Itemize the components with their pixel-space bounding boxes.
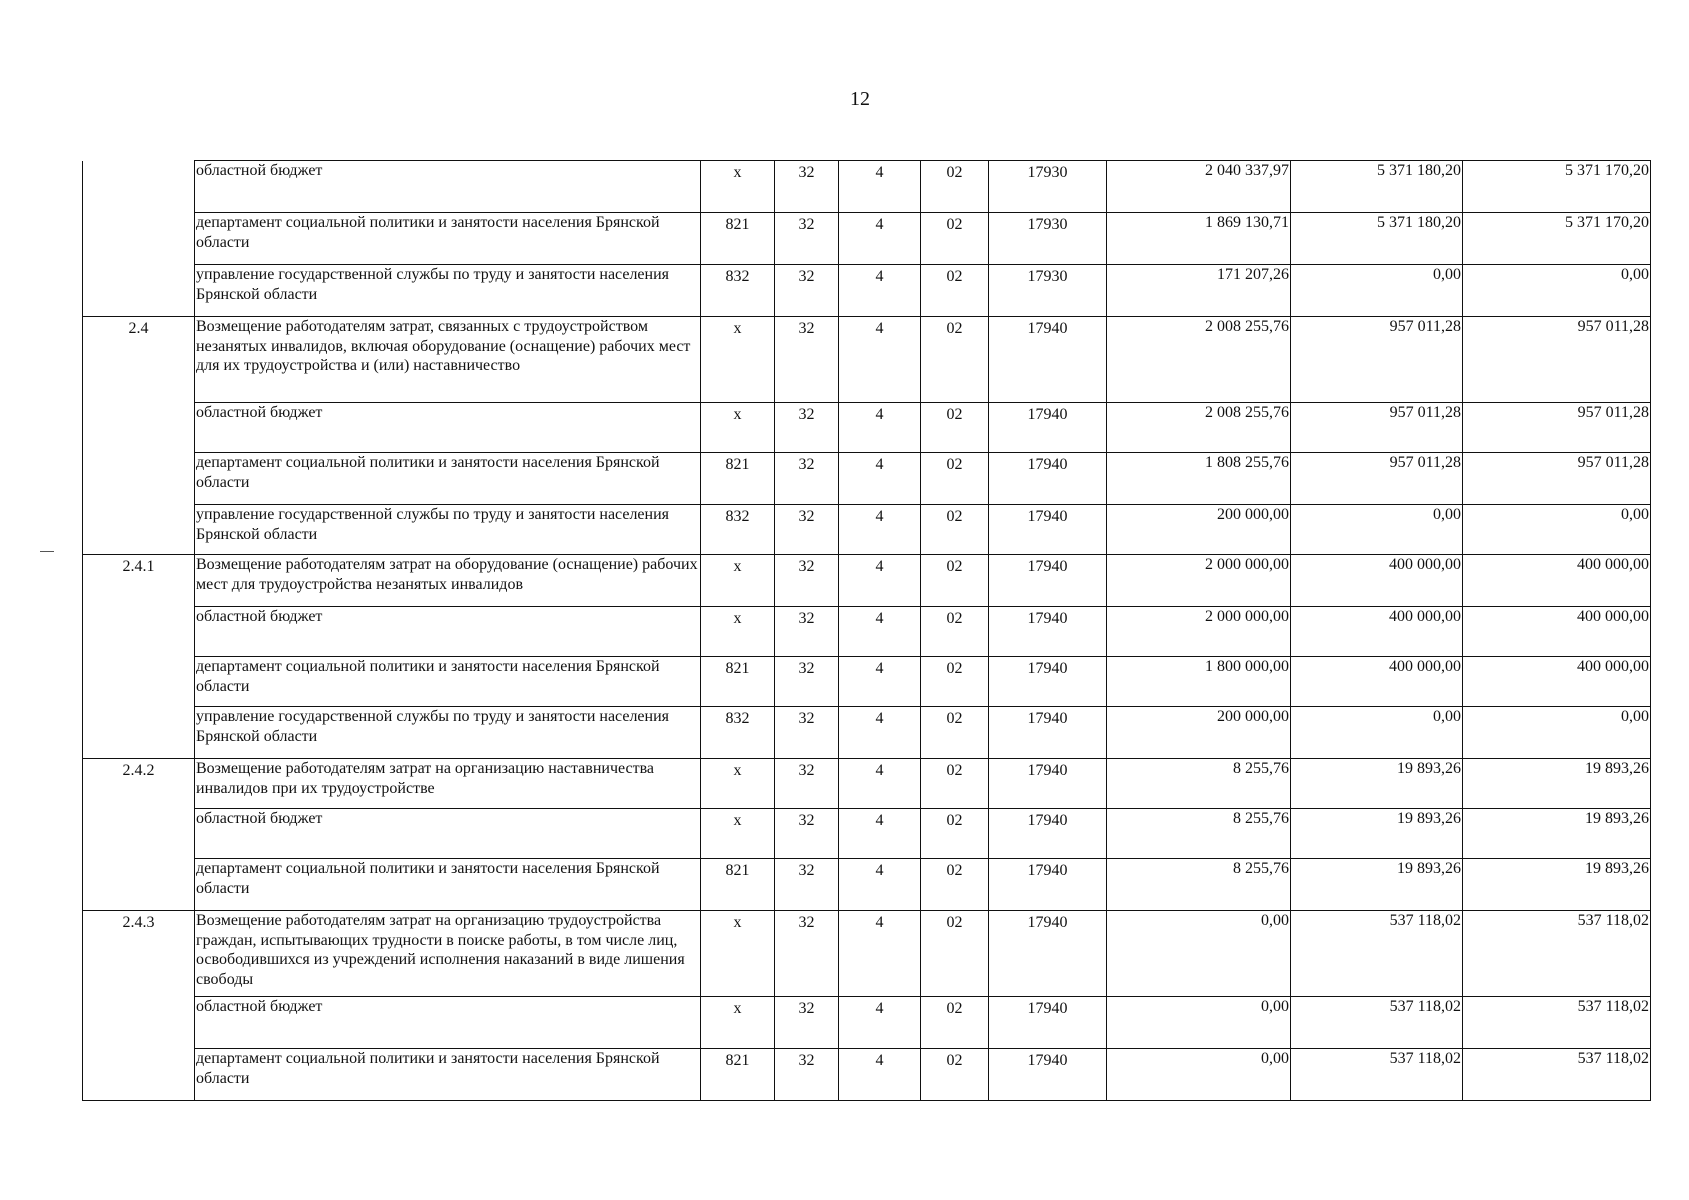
grbs-cell: х	[701, 759, 775, 809]
name-cell: Возмещение работодателям затрат, связанных с трудоустройством незанятых инвалидов, включая оборудование (оснащение) рабочих мест для их трудоустройства и (или) наставничество	[195, 317, 701, 403]
program-cell: 32	[775, 911, 839, 997]
amount-year3-cell: 0,00	[1463, 505, 1651, 555]
subprogram-cell: 4	[839, 453, 921, 505]
amount-year2-cell: 400 000,00	[1291, 657, 1463, 707]
subprogram-cell: 4	[839, 161, 921, 213]
amount-year1-cell: 2 008 255,76	[1107, 317, 1291, 403]
table-row	[83, 759, 1651, 809]
grbs-cell: 821	[701, 657, 775, 707]
grbs-cell: 832	[701, 265, 775, 317]
program-cell: 32	[775, 555, 839, 607]
name-cell: Возмещение работодателям затрат на организацию наставничества инвалидов при их трудоустройстве	[195, 759, 701, 809]
table-row	[83, 707, 1651, 759]
amount-year2-cell: 957 011,28	[1291, 453, 1463, 505]
amount-year1-cell: 1 800 000,00	[1107, 657, 1291, 707]
direction-code-cell: 17940	[989, 1049, 1107, 1101]
subprogram-cell: 4	[839, 657, 921, 707]
amount-year2-cell: 19 893,26	[1291, 859, 1463, 911]
grbs-cell: х	[701, 911, 775, 997]
direction-code-cell: 17940	[989, 453, 1107, 505]
direction-code-cell: 17940	[989, 759, 1107, 809]
main-event-cell: 02	[921, 809, 989, 859]
table-row	[83, 505, 1651, 555]
amount-year2-cell: 19 893,26	[1291, 759, 1463, 809]
grbs-cell: х	[701, 317, 775, 403]
direction-code-cell: 17940	[989, 859, 1107, 911]
main-event-cell: 02	[921, 317, 989, 403]
main-event-cell: 02	[921, 403, 989, 453]
direction-code-cell: 17940	[989, 607, 1107, 657]
main-event-cell: 02	[921, 707, 989, 759]
subprogram-cell: 4	[839, 213, 921, 265]
amount-year2-cell: 957 011,28	[1291, 403, 1463, 453]
budget-table-body	[83, 161, 1651, 1101]
table-row	[83, 265, 1651, 317]
amount-year2-cell: 537 118,02	[1291, 997, 1463, 1049]
program-cell: 32	[775, 997, 839, 1049]
grbs-cell: х	[701, 161, 775, 213]
amount-year1-cell: 8 255,76	[1107, 859, 1291, 911]
amount-year2-cell: 5 371 180,20	[1291, 213, 1463, 265]
page-number: 12	[850, 88, 870, 110]
amount-year3-cell: 537 118,02	[1463, 911, 1651, 997]
name-cell: областной бюджет	[195, 403, 701, 453]
grbs-cell: х	[701, 555, 775, 607]
subprogram-cell: 4	[839, 403, 921, 453]
amount-year3-cell: 957 011,28	[1463, 403, 1651, 453]
amount-year1-cell: 200 000,00	[1107, 505, 1291, 555]
grbs-cell: х	[701, 809, 775, 859]
subprogram-cell: 4	[839, 265, 921, 317]
direction-code-cell: 17940	[989, 505, 1107, 555]
subprogram-cell: 4	[839, 911, 921, 997]
grbs-cell: 821	[701, 859, 775, 911]
program-cell: 32	[775, 161, 839, 213]
table-row	[83, 161, 1651, 213]
name-cell: областной бюджет	[195, 997, 701, 1049]
table-row	[83, 453, 1651, 505]
program-cell: 32	[775, 809, 839, 859]
program-cell: 32	[775, 317, 839, 403]
main-event-cell: 02	[921, 265, 989, 317]
table-row	[83, 607, 1651, 657]
amount-year1-cell: 2 008 255,76	[1107, 403, 1291, 453]
grbs-cell: 832	[701, 505, 775, 555]
table-row	[83, 809, 1651, 859]
amount-year1-cell: 200 000,00	[1107, 707, 1291, 759]
amount-year3-cell: 400 000,00	[1463, 555, 1651, 607]
name-cell: областной бюджет	[195, 809, 701, 859]
item-number-cell: 2.4	[83, 317, 195, 555]
name-cell: департамент социальной политики и занятости населения Брянской области	[195, 859, 701, 911]
amount-year3-cell: 5 371 170,20	[1463, 161, 1651, 213]
program-cell: 32	[775, 1049, 839, 1101]
amount-year3-cell: 400 000,00	[1463, 657, 1651, 707]
subprogram-cell: 4	[839, 317, 921, 403]
amount-year1-cell: 2 000 000,00	[1107, 607, 1291, 657]
subprogram-cell: 4	[839, 759, 921, 809]
direction-code-cell: 17940	[989, 657, 1107, 707]
grbs-cell: х	[701, 607, 775, 657]
table-row	[83, 657, 1651, 707]
direction-code-cell: 17940	[989, 555, 1107, 607]
subprogram-cell: 4	[839, 707, 921, 759]
name-cell: областной бюджет	[195, 607, 701, 657]
amount-year3-cell: 537 118,02	[1463, 997, 1651, 1049]
name-cell: департамент социальной политики и занятости населения Брянской области	[195, 213, 701, 265]
main-event-cell: 02	[921, 911, 989, 997]
amount-year3-cell: 957 011,28	[1463, 453, 1651, 505]
subprogram-cell: 4	[839, 505, 921, 555]
amount-year2-cell: 957 011,28	[1291, 317, 1463, 403]
name-cell: Возмещение работодателям затрат на оборудование (оснащение) рабочих мест для трудоустройства незанятых инвалидов	[195, 555, 701, 607]
table-row	[83, 911, 1651, 997]
main-event-cell: 02	[921, 453, 989, 505]
amount-year3-cell: 0,00	[1463, 707, 1651, 759]
name-cell: департамент социальной политики и занятости населения Брянской области	[195, 453, 701, 505]
subprogram-cell: 4	[839, 859, 921, 911]
item-number-cell: 2.4.1	[83, 555, 195, 759]
main-event-cell: 02	[921, 505, 989, 555]
main-event-cell: 02	[921, 997, 989, 1049]
main-event-cell: 02	[921, 859, 989, 911]
name-cell: управление государственной службы по труду и занятости населения Брянской области	[195, 707, 701, 759]
subprogram-cell: 4	[839, 555, 921, 607]
program-cell: 32	[775, 403, 839, 453]
direction-code-cell: 17940	[989, 997, 1107, 1049]
amount-year2-cell: 5 371 180,20	[1291, 161, 1463, 213]
program-cell: 32	[775, 265, 839, 317]
table-row	[83, 317, 1651, 403]
grbs-cell: 832	[701, 707, 775, 759]
amount-year3-cell: 19 893,26	[1463, 809, 1651, 859]
main-event-cell: 02	[921, 607, 989, 657]
amount-year2-cell: 400 000,00	[1291, 555, 1463, 607]
program-cell: 32	[775, 759, 839, 809]
main-event-cell: 02	[921, 1049, 989, 1101]
main-event-cell: 02	[921, 161, 989, 213]
name-cell: департамент социальной политики и занятости населения Брянской области	[195, 657, 701, 707]
amount-year3-cell: 5 371 170,20	[1463, 213, 1651, 265]
item-number-cell	[83, 161, 195, 317]
amount-year1-cell: 2 040 337,97	[1107, 161, 1291, 213]
amount-year2-cell: 400 000,00	[1291, 607, 1463, 657]
amount-year1-cell: 1 869 130,71	[1107, 213, 1291, 265]
amount-year2-cell: 19 893,26	[1291, 809, 1463, 859]
table-row	[83, 403, 1651, 453]
grbs-cell: 821	[701, 213, 775, 265]
amount-year3-cell: 19 893,26	[1463, 859, 1651, 911]
amount-year3-cell: 0,00	[1463, 265, 1651, 317]
direction-code-cell: 17940	[989, 403, 1107, 453]
main-event-cell: 02	[921, 555, 989, 607]
direction-code-cell: 17940	[989, 707, 1107, 759]
direction-code-cell: 17930	[989, 213, 1107, 265]
amount-year1-cell: 2 000 000,00	[1107, 555, 1291, 607]
program-cell: 32	[775, 607, 839, 657]
grbs-cell: 821	[701, 1049, 775, 1101]
amount-year2-cell: 537 118,02	[1291, 1049, 1463, 1101]
program-cell: 32	[775, 859, 839, 911]
amount-year1-cell: 8 255,76	[1107, 809, 1291, 859]
program-cell: 32	[775, 453, 839, 505]
amount-year2-cell: 537 118,02	[1291, 911, 1463, 997]
main-event-cell: 02	[921, 657, 989, 707]
main-event-cell: 02	[921, 759, 989, 809]
grbs-cell: 821	[701, 453, 775, 505]
program-cell: 32	[775, 505, 839, 555]
name-cell: управление государственной службы по труду и занятости населения Брянской области	[195, 505, 701, 555]
direction-code-cell: 17940	[989, 911, 1107, 997]
main-event-cell: 02	[921, 213, 989, 265]
table-row	[83, 213, 1651, 265]
name-cell: управление государственной службы по труду и занятости населения Брянской области	[195, 265, 701, 317]
table-row	[83, 555, 1651, 607]
amount-year2-cell: 0,00	[1291, 505, 1463, 555]
subprogram-cell: 4	[839, 607, 921, 657]
item-number-cell: 2.4.2	[83, 759, 195, 911]
subprogram-cell: 4	[839, 1049, 921, 1101]
amount-year1-cell: 1 808 255,76	[1107, 453, 1291, 505]
table-row	[83, 859, 1651, 911]
amount-year1-cell: 0,00	[1107, 997, 1291, 1049]
program-cell: 32	[775, 657, 839, 707]
budget-table	[82, 160, 1651, 1101]
scan-margin-mark	[40, 551, 54, 552]
subprogram-cell: 4	[839, 809, 921, 859]
amount-year3-cell: 957 011,28	[1463, 317, 1651, 403]
subprogram-cell: 4	[839, 997, 921, 1049]
grbs-cell: х	[701, 403, 775, 453]
item-number-cell: 2.4.3	[83, 911, 195, 1101]
program-cell: 32	[775, 213, 839, 265]
direction-code-cell: 17930	[989, 265, 1107, 317]
table-row	[83, 997, 1651, 1049]
program-cell: 32	[775, 707, 839, 759]
direction-code-cell: 17940	[989, 809, 1107, 859]
amount-year2-cell: 0,00	[1291, 265, 1463, 317]
direction-code-cell: 17940	[989, 317, 1107, 403]
name-cell: департамент социальной политики и занятости населения Брянской области	[195, 1049, 701, 1101]
name-cell: Возмещение работодателям затрат на организацию трудоустройства граждан, испытывающих трудности в поиске работы, в том числе лиц, освободившихся из учреждений исполнения наказаний в виде лишения свободы	[195, 911, 701, 997]
amount-year1-cell: 0,00	[1107, 911, 1291, 997]
direction-code-cell: 17930	[989, 161, 1107, 213]
grbs-cell: х	[701, 997, 775, 1049]
amount-year3-cell: 537 118,02	[1463, 1049, 1651, 1101]
amount-year3-cell: 400 000,00	[1463, 607, 1651, 657]
amount-year1-cell: 8 255,76	[1107, 759, 1291, 809]
amount-year2-cell: 0,00	[1291, 707, 1463, 759]
table-row	[83, 1049, 1651, 1101]
name-cell: областной бюджет	[195, 161, 701, 213]
amount-year3-cell: 19 893,26	[1463, 759, 1651, 809]
amount-year1-cell: 171 207,26	[1107, 265, 1291, 317]
amount-year1-cell: 0,00	[1107, 1049, 1291, 1101]
